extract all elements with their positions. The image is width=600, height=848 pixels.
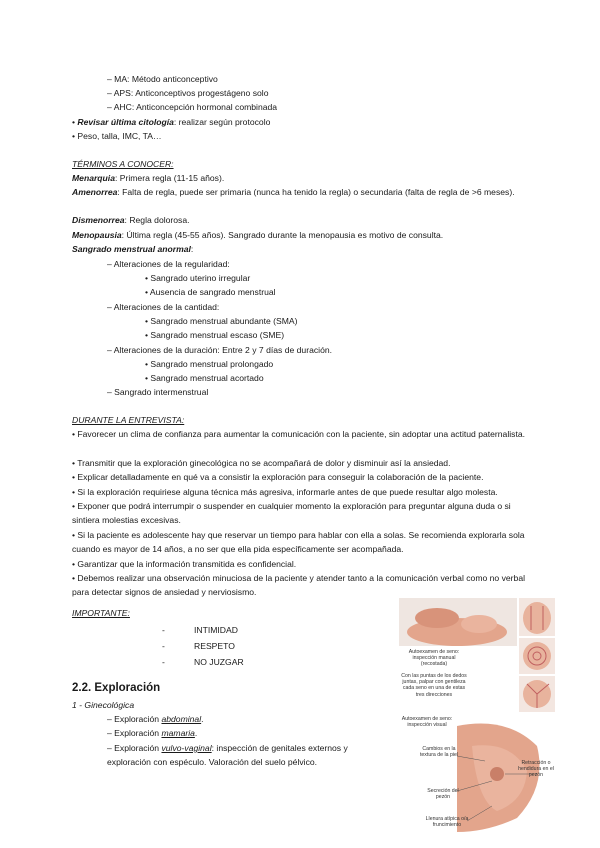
exploracion-vulvo-line2: exploración con espéculo. Valoración del suelo pélvico.	[107, 757, 318, 767]
subheading-ginecologica: 1 - Ginecológica	[72, 700, 135, 710]
list-item: • Sangrado uterino irregular	[145, 273, 251, 283]
list-item-aps: – APS: Anticonceptivos progestágeno solo	[107, 88, 269, 98]
exploracion-vulvo: – Exploración vulvo-vaginal: inspección de genitales externos y	[107, 743, 348, 753]
term-amenorrea: Amenorrea: Falta de regla, puede ser primaria (nunca ha tenido la regla) o secundaria (falta de regla de >6 meses).	[72, 187, 515, 197]
entrevista-item: • Favorecer un clima de confianza para aumentar la comunicación con la paciente, sin adoptar una actitud paternalista.	[72, 429, 526, 439]
term-dismenorrea: Dismenorrea: Regla dolorosa.	[72, 215, 190, 225]
list-item: • Sangrado menstrual prolongado	[145, 359, 274, 369]
duracion-heading: – Alteraciones de la duración: Entre 2 y 7 días de duración.	[107, 345, 333, 355]
figure-label: Llenura atípica o/a fruncimiento	[425, 816, 469, 829]
list-item: • Sangrado menstrual escaso (SME)	[145, 330, 285, 340]
figure-label: Autoexamen de seno: inspección visual	[401, 716, 453, 729]
bullet-peso: • Peso, talla, IMC, TA…	[72, 131, 162, 141]
figure-label: Con las puntas de los dedos juntas, palpar con gentileza cada seno en una de estas tres direcciones	[401, 673, 467, 698]
list-item-ma: – MA: Método anticonceptivo	[107, 74, 218, 84]
list-item-ahc: – AHC: Anticoncepción hormonal combinada	[107, 102, 278, 112]
term-menarquia: Menarquia: Primera regla (11-15 años).	[72, 173, 225, 183]
regularidad-heading: – Alteraciones de la regularidad:	[107, 259, 230, 269]
importante-heading: IMPORTANTE:	[72, 608, 130, 618]
list-item: • Sangrado menstrual abundante (SMA)	[145, 316, 298, 326]
breast-exam-figure	[397, 596, 557, 832]
term-menopausia: Menopausia: Última regla (45-55 años). Sangrado durante la menopausia es motivo de consulta.	[72, 230, 444, 240]
term-sangrado: Sangrado menstrual anormal:	[72, 244, 194, 254]
entrevista-heading: DURANTE LA ENTREVISTA:	[72, 415, 185, 425]
entrevista-item: • Garantizar que la información transmitida es confidencial.	[72, 559, 297, 569]
breast-exam-illustration	[397, 596, 557, 832]
entrevista-item: • Si la exploración requiriese alguna técnica más agresiva, informarle antes de que puede resultar algo molesta.	[72, 487, 498, 497]
terminos-heading: TÉRMINOS A CONOCER:	[72, 159, 174, 169]
list-item: • Ausencia de sangrado menstrual	[145, 287, 276, 297]
figure-label: Secreción del pezón	[427, 788, 459, 801]
figure-label: Cambios en la textura de la piel	[419, 746, 459, 759]
cantidad-heading: – Alteraciones de la cantidad:	[107, 302, 220, 312]
entrevista-item: • Transmitir que la exploración ginecológica no se acompañará de dolor y disminuir así la ansiedad.	[72, 458, 451, 468]
intermenstrual-item: – Sangrado intermenstrual	[107, 387, 209, 397]
entrevista-item: • Si la paciente es adolescente hay que reservar un tiempo para hablar con ella a solas. Se recomienda explorarla sola cuando es mayor de 14 años, a no ser que ella pida específicamente ser acompañada.	[72, 530, 525, 554]
section-heading-exploracion: 2.2. Exploración	[72, 682, 161, 694]
exploracion-mamaria: – Exploración mamaria.	[107, 728, 198, 738]
figure-label: Retracción o hendidura en el pezón	[518, 760, 554, 779]
exploracion-abdominal: – Exploración abdominal.	[107, 714, 204, 724]
list-item: • Sangrado menstrual acortado	[145, 373, 264, 383]
entrevista-item: • Debemos realizar una observación minuciosa de la paciente y atender tanto a la comunicación verbal como no verbal para detectar signos de ansiedad y nerviosismo.	[72, 573, 526, 597]
bullet-citologia: • Revisar última citología: realizar según protocolo	[72, 117, 271, 127]
figure-label: Autoexamen de seno: inspección manual (recostada)	[408, 649, 460, 668]
entrevista-item: • Exponer que podrá interrumpir o suspender en cualquier momento la exploración para preguntar alguna duda o si sintiera molestias excesivas.	[72, 501, 511, 525]
entrevista-item: • Explicar detalladamente en qué va a consistir la exploración para conseguir la colaboración de la paciente.	[72, 472, 484, 482]
